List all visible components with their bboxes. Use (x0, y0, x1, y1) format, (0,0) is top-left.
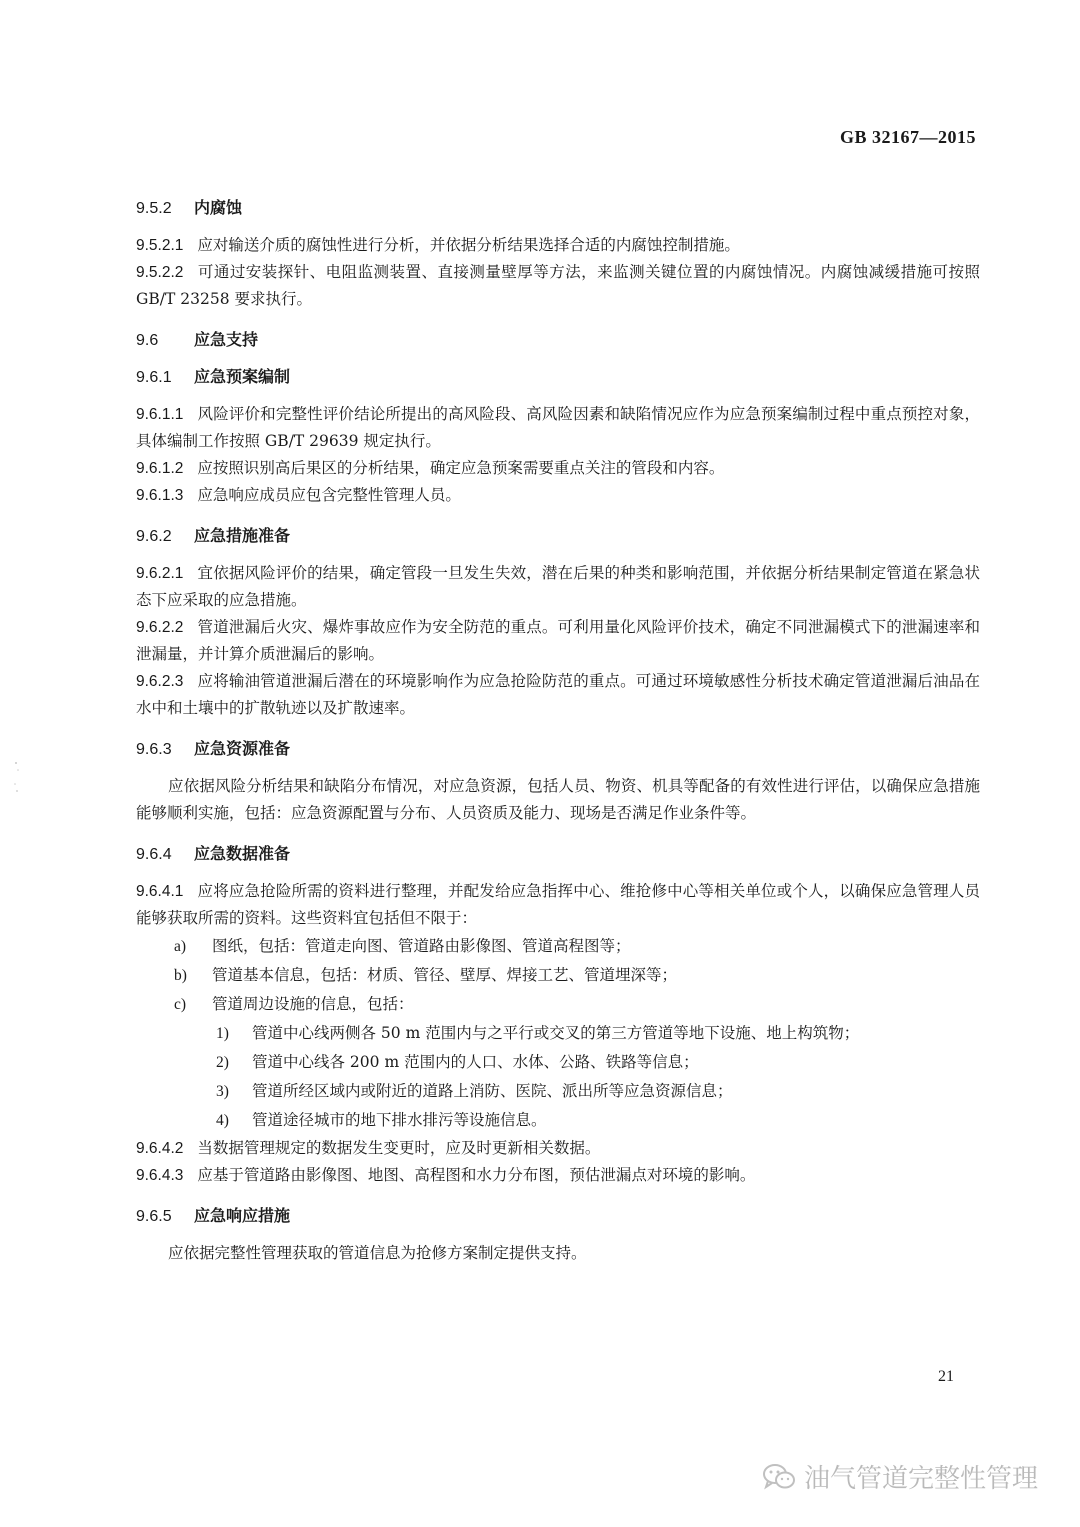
clause-9-5-2-2 (136, 259, 980, 313)
section-heading-9-6-2 (136, 523, 980, 546)
section-number: 9.6.3 (136, 741, 172, 758)
clause-9-6-2-1 (136, 560, 980, 614)
paragraph-9-6-5: 应依据完整性管理获取的管道信息为抢修方案制定提供支持。 (168, 1244, 587, 1262)
section-title: 应急措施准备 (194, 526, 291, 545)
clause-9-6-4-1 (136, 878, 980, 932)
scan-specks (12, 760, 22, 800)
list-marker: a) (174, 938, 187, 955)
clause-9-6-4-3 (136, 1162, 980, 1189)
section-number: 9.6.4 (136, 846, 172, 863)
list-text: 管道基本信息，包括：材质、管径、壁厚、焊接工艺、管道埋深等； (212, 966, 678, 984)
section-heading-9-6-3 (136, 736, 980, 759)
standard-code: GB 32167—2015 (839, 127, 976, 147)
clause-9-6-4-2 (136, 1135, 980, 1162)
page-number: 21 (938, 1368, 954, 1385)
clause-text: 应基于管道路由影像图、地图、高程图和水力分布图，预估泄漏点对环境的影响。 (197, 1166, 756, 1184)
wechat-icon (762, 1462, 796, 1492)
list-marker: 2) (216, 1054, 229, 1071)
paragraph-9-6-3: 应依据风险分析结果和缺陷分布情况，对应急资源，包括人员、物资、机具等配备的有效性进行评估，以确保应急措施能够顺利实施，包括：应急资源配置与分布、人员资质及能力、现场是否满足作业条件等。 (136, 777, 980, 822)
clause-text: 可通过安装探针、电阻监测装置、直接测量壁厚等方法，来监测关键位置的内腐蚀情况。内腐蚀减缓措施可按照 GB/T 23258 要求执行。 (136, 263, 980, 308)
list-text: 管道周边设施的信息，包括： (212, 995, 414, 1013)
clause-9-6-2-2 (136, 614, 980, 668)
list-marker: 3) (216, 1083, 229, 1100)
list-text: 管道中心线各 200 m 范围内的人口、水体、公路、铁路等信息； (252, 1053, 699, 1071)
clause-number: 9.6.1.2 (136, 460, 184, 477)
clause-number: 9.6.2.1 (136, 565, 184, 582)
list-text: 管道途径城市的地下排水排污等设施信息。 (252, 1111, 547, 1129)
sub-list-item (136, 1048, 980, 1077)
clause-text: 宜依据风险评价的结果，确定管段一旦发生失效，潜在后果的种类和影响范围，并依据分析结果制定管道在紧急状态下应采取的应急措施。 (136, 564, 980, 609)
clause-number: 9.6.1.1 (136, 406, 184, 423)
list-text: 图纸，包括：管道走向图、管道路由影像图、管道高程图等； (212, 937, 631, 955)
list-text: 管道中心线两侧各 50 m 范围内与之平行或交叉的第三方管道等地下设施、地上构筑物； (252, 1024, 860, 1042)
clause-number: 9.6.4.2 (136, 1140, 184, 1157)
clause-9-6-1-3 (136, 482, 980, 509)
list-marker: 4) (216, 1112, 229, 1129)
clause-text: 管道泄漏后火灾、爆炸事故应作为安全防范的重点。可利用量化风险评价技术，确定不同泄漏模式下的泄漏速率和泄漏量，并计算介质泄漏后的影响。 (136, 618, 980, 663)
section-title: 应急数据准备 (194, 844, 291, 863)
wechat-watermark (762, 1458, 1038, 1495)
section-title: 应急资源准备 (194, 739, 291, 758)
list-item (136, 932, 980, 961)
clause-text: 应将输油管道泄漏后潜在的环境影响作为应急抢险防范的重点。可通过环境敏感性分析技术确定管道泄漏后油品在水中和土壤中的扩散轨迹以及扩散速率。 (136, 672, 980, 717)
clause-9-6-1-2 (136, 455, 980, 482)
clause-9-6-2-3 (136, 668, 980, 722)
section-number: 9.6.2 (136, 528, 172, 545)
clause-number: 9.6.2.2 (136, 619, 184, 636)
sub-list-item (136, 1106, 980, 1135)
list-marker: c) (174, 996, 187, 1013)
sub-list-item (136, 1077, 980, 1106)
list-item (136, 961, 980, 990)
section-number: 9.6.1 (136, 369, 172, 386)
clause-number: 9.5.2.2 (136, 264, 184, 281)
clause-number: 9.5.2.1 (136, 237, 184, 254)
clause-text: 应将应急抢险所需的资料进行整理，并配发给应急指挥中心、维抢修中心等相关单位或个人，以确保应急管理人员能够获取所需的资料。这些资料宜包括但不限于： (136, 882, 980, 927)
clause-9-6-1-1 (136, 401, 980, 455)
list-text: 管道所经区域内或附近的道路上消防、医院、派出所等应急资源信息； (252, 1082, 733, 1100)
clause-text: 应对输送介质的腐蚀性进行分析，并依据分析结果选择合适的内腐蚀控制措施。 (197, 236, 740, 254)
section-heading-9-5-2 (136, 195, 980, 218)
section-title: 应急响应措施 (194, 1206, 291, 1225)
section-title: 内腐蚀 (194, 198, 243, 217)
clause-text: 应急响应成员应包含完整性管理人员。 (197, 486, 461, 504)
section-number: 9.6.5 (136, 1208, 172, 1225)
clause-text: 应按照识别高后果区的分析结果，确定应急预案需要重点关注的管段和内容。 (197, 459, 725, 477)
clause-text: 当数据管理规定的数据发生变更时，应及时更新相关数据。 (197, 1139, 601, 1157)
section-heading-9-6-1 (136, 364, 980, 387)
section-number: 9.6 (136, 332, 159, 349)
clause-number: 9.6.2.3 (136, 673, 184, 690)
clause-number: 9.6.1.3 (136, 487, 184, 504)
document-body (136, 195, 980, 1267)
clause-number: 9.6.4.1 (136, 883, 184, 900)
sub-list-item (136, 1019, 980, 1048)
watermark-text: 油气管道完整性管理 (804, 1464, 1039, 1494)
list-marker: 1) (216, 1025, 229, 1042)
clause-9-5-2-1 (136, 232, 980, 259)
section-title: 应急预案编制 (194, 367, 291, 386)
section-heading-9-6-5 (136, 1203, 980, 1226)
list-item (136, 990, 980, 1019)
section-number: 9.5.2 (136, 200, 172, 217)
section-heading-9-6-4 (136, 841, 980, 864)
section-heading-9-6 (136, 327, 980, 350)
list-marker: b) (174, 967, 187, 984)
clause-text: 风险评价和完整性评价结论所提出的高风险段、高风险因素和缺陷情况应作为应急预案编制过程中重点预控对象，具体编制工作按照 GB/T 29639 规定执行。 (136, 405, 980, 450)
section-title: 应急支持 (194, 330, 259, 349)
clause-number: 9.6.4.3 (136, 1167, 184, 1184)
